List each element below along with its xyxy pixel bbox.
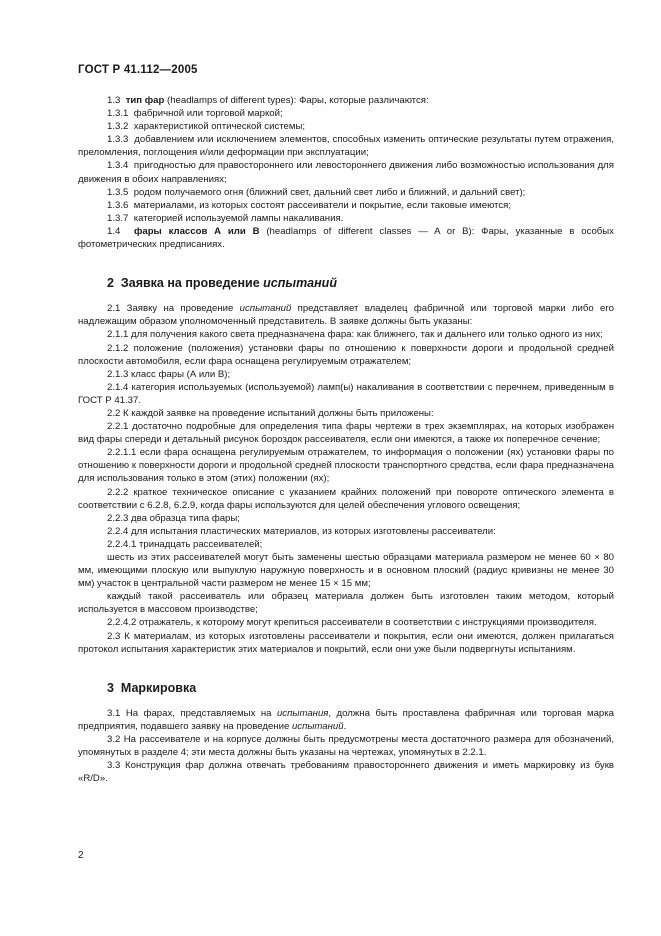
clause-2-2: 2.2 К каждой заявке на проведение испытаний должны быть приложены: — [107, 407, 434, 419]
clause-1-3-7: 1.3.7 категорией используемой лампы накаливания. — [107, 212, 344, 224]
clause-2-2-2: 2.2.2 краткое техническое описание с указанием крайних положений при повороте оптического элемента в соответствии с 6.2.8, 6.2.9, когда фары используются для целей обеспечения углового освещения; — [78, 486, 614, 511]
document-body — [78, 94, 614, 785]
section-2-heading: 2 Заявка на проведение испытаний — [107, 276, 337, 291]
document-header: ГОСТ Р 41.112—2005 — [78, 64, 198, 76]
clause-2-2-1-1: 2.2.1.1 если фара оснащена регулируемым отражателем, то информация о положении (ях) установки фары по отношению к поверхности дороги и продольной средней плоскости транспортного средства, если фара предназначена для использования только в этом (этих) положении (ях); — [78, 447, 614, 485]
clause-2-2-1: 2.2.1 достаточно подробные для определения типа фары чертежи в трех экземплярах, на которых изображен вид фары спереди и детальный рисунок бороздок рассеивателя, если они имеются, а также их поперечное сечение; — [78, 421, 614, 446]
clause-3-2: 3.2 На рассеивателе и на корпусе должны быть предусмотрены места достаточного размера для обозначений, упомянутых в разделе 4; эти места должны быть указаны на чертежах, упомянутых в 2.2.1. — [78, 734, 614, 759]
clause-3-3: 3.3 Конструкция фар должна отвечать требованиям правостороннего движения и иметь маркировку из букв «R/D». — [78, 760, 614, 785]
clause-1-3-6: 1.3.6 материалами, из которых состоят рассеиватели и покрытие, если таковые имеются; — [107, 199, 511, 211]
clause-2-1-1: 2.1.1 для получения какого света предназначена фара: как ближнего, так и дальнего или только одного из них; — [107, 329, 603, 341]
clause-1-3-1: 1.3.1 фабричной или торговой маркой; — [107, 108, 283, 120]
clause-1-3-3: 1.3.3 добавлением или исключением элементов, способных изменить оптические результаты путем отражения, преломления, поглощения и/или деформации при эксплуатации; — [78, 134, 614, 159]
clause-2-3: 2.3 К материалам, из которых изготовлены рассеиватели и покрытия, если они имеются, должен прилагаться протокол испытания характеристик этих материалов и покрытий, если они уже были подвергнуты испытаниям. — [78, 630, 614, 655]
clause-2-2-4-1: 2.2.4.1 тринадцать рассеивателей; — [107, 538, 263, 550]
clause-2-2-3: 2.2.3 два образца типа фары; — [107, 512, 240, 524]
clause-2-2-4: 2.2.4 для испытания пластических материалов, из которых изготовлены рассеиватели: — [107, 525, 496, 537]
clause-1-3-2: 1.3.2 характеристикой оптической системы; — [107, 121, 306, 133]
clause-3-1: 3.1 На фарах, представляемых на испытания, должна быть проставлена фабричная или торговая марка предприятия, подавшего заявку на проведение испытаний. — [78, 707, 614, 732]
clause-1-4: 1.4 фары классов А или В (headlamps of different classes — A or B): Фары, указанные в особых фотометрических предписаниях. — [78, 225, 614, 251]
clause-2-1-3: 2.1.3 класс фары (А или В); — [107, 368, 231, 380]
clause-2-1-2: 2.1.2 положение (положения) установки фары по отношению к поверхности дороги и продольной средней плоскости автомобиля, если фара оснащена регулируемым отражателем; — [78, 342, 614, 367]
clause-1-3-4: 1.3.4 пригодностью для правостороннего или левостороннего движения либо возможностью использования для движения в обоих направлениях; — [78, 160, 614, 185]
clause-2-2-4-1-b: каждый такой рассеиватель или образец материала должен быть изготовлен таким методом, который используется в массовом производстве; — [78, 591, 614, 616]
clause-2-2-4-1-a: шесть из этих рассеивателей могут быть заменены шестью образцами материала размером не менее 60 × 80 мм, имеющими плоскую или выпуклую наружную поверхность и в основном плоский (радиус кривизны не менее 30 мм) участок в центральной части размером не менее 15 × 15 мм; — [78, 552, 614, 590]
page-number: 2 — [78, 850, 84, 861]
clause-1-3: 1.3 тип фар (headlamps of different types): Фары, которые различаются: — [107, 95, 429, 106]
clause-2-1-4: 2.1.4 категория используемых (используемой) ламп(ы) накаливания в соответствии с перечнем, приведенным в ГОСТ Р 41.37. — [78, 381, 614, 406]
clause-2-2-4-2: 2.2.4.2 отражатель, к которому могут крепиться рассеиватели в соответствии с инструкциями производителя. — [107, 617, 597, 629]
clause-1-3-5: 1.3.5 родом получаемого огня (ближний свет, дальний свет либо и ближний, и дальний свет); — [107, 186, 526, 198]
section-3-heading: 3 Маркировка — [107, 680, 197, 695]
clause-2-1: 2.1 Заявку на проведение испытаний представляет владелец фабричной или торговой марки либо его надлежащим образом уполномоченный представитель. В заявке должны быть указаны: — [78, 303, 614, 328]
